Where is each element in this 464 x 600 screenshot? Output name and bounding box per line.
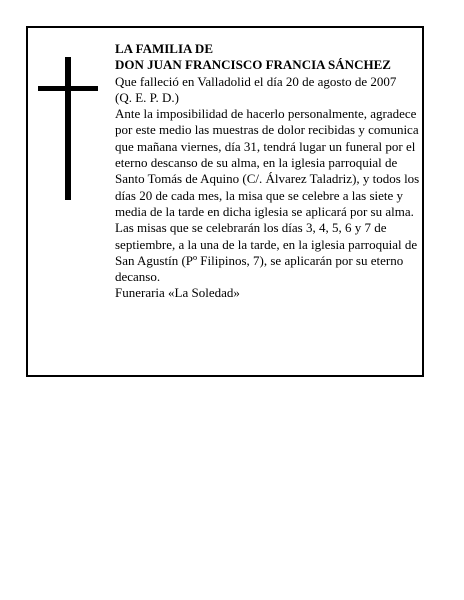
heading-family: LA FAMILIA DE [115, 41, 213, 56]
cross-icon [38, 57, 98, 200]
paragraph-september-masses: Las misas que se celebrarán los días 3, 4, 5, 6 y 7 de septiembre, a la una de la tarde, en la iglesia parroquial de San Agustín (Pº Filipinos, 7), se aplicarán por su eterno decanso. [115, 220, 418, 285]
cross-horizontal-bar [38, 86, 98, 91]
funeral-home: Funeraria «La Soledad» [115, 285, 240, 301]
notice-text [115, 41, 421, 302]
death-line: Que falleció en Valladolid el día 20 de agosto de 2007 [115, 73, 397, 89]
heading-deceased-name: DON JUAN FRANCISCO FRANCIA SÁNCHEZ [115, 57, 391, 73]
cross-vertical-bar [65, 57, 71, 200]
qepd-line: (Q. E. P. D.) [115, 89, 179, 105]
obituary-notice [26, 26, 424, 377]
paragraph-funeral-mass: Ante la imposibilidad de hacerlo personalmente, agradece por este medio las muestras de dolor recibidas y comunica que mañana viernes, día 31, tendrá lugar un funeral por el eterno descanso de su alma, en la iglesia parroquial de Santo Tomás de Aquino (C/. Álvarez Taladriz), y todos los días 20 de cada mes, la misa que se celebre a las siete y media de la tarde en dicha iglesia se aplicará por su alma. [115, 106, 420, 219]
